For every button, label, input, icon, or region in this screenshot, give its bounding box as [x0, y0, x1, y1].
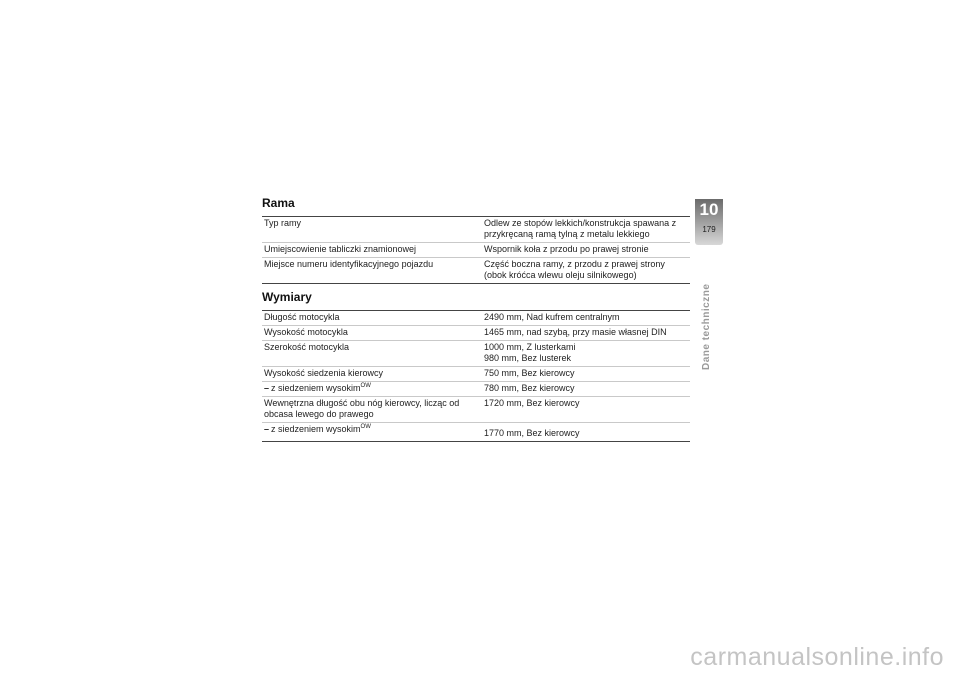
wymiary-table	[262, 310, 690, 442]
row-value-line: Odlew ze stopów lekkich/konstrukcja spawana z	[484, 218, 677, 228]
row-value-line: 1720 mm, Bez kierowcy	[484, 398, 580, 408]
row-label	[262, 326, 478, 341]
section-title-rama: Rama	[262, 196, 295, 210]
row-label: Miejsce numeru identyfikacyjnego pojazdu	[264, 259, 434, 269]
row-value	[478, 258, 690, 284]
table-row	[262, 217, 690, 243]
row-value-line: 750 mm, Bez kierowcy	[484, 368, 575, 378]
row-label-line: Wysokość motocykla	[264, 327, 348, 337]
table-row	[262, 341, 690, 367]
row-value	[478, 397, 690, 423]
table-row	[262, 367, 690, 382]
chapter-number: 10	[699, 200, 719, 219]
table-row	[262, 311, 690, 326]
table-row	[262, 397, 690, 423]
dash-marker: –	[264, 424, 270, 434]
row-value-line: 780 mm, Bez kierowcy	[484, 383, 575, 393]
row-value	[478, 217, 690, 243]
row-label: Typ ramy	[264, 218, 302, 228]
page-content	[262, 196, 690, 442]
row-label-line: Wysokość siedzenia kierowcy	[264, 368, 383, 378]
row-label	[262, 397, 478, 423]
table-row	[262, 382, 690, 397]
row-value	[478, 423, 690, 442]
row-label	[262, 367, 478, 382]
table-row	[262, 243, 690, 258]
table-row	[262, 423, 690, 442]
row-value-line: 2490 mm, Nad kufrem centralnym	[484, 312, 620, 322]
page-number: 179	[702, 225, 716, 234]
row-value-line: przykręcaną ramą tylną z metalu lekkiego	[484, 229, 650, 239]
row-value	[478, 341, 690, 367]
chapter-title: Dane techniczne	[701, 283, 712, 370]
watermark: carmanualsonline.info	[690, 643, 944, 671]
row-value	[478, 311, 690, 326]
table-row	[262, 326, 690, 341]
row-label: Umiejscowienie tabliczki znamionowej	[264, 244, 417, 254]
row-label-line: Szerokość motocykla	[264, 342, 350, 352]
row-value-line: 1000 mm, Z lusterkami	[484, 342, 576, 352]
row-value-line: 1465 mm, nad szybą, przy masie własnej DIN	[484, 327, 667, 337]
row-label-line: z siedzeniem wysokim	[271, 383, 361, 393]
option-marker: OW	[360, 383, 371, 389]
row-value-line: (obok króćca wlewu oleju silnikowego)	[484, 270, 637, 280]
row-label	[262, 382, 478, 397]
row-label-line: obcasa lewego do prawego	[264, 409, 374, 419]
row-label-line: Długość motocykla	[264, 312, 340, 322]
dash-marker: –	[264, 383, 270, 393]
row-value	[478, 326, 690, 341]
row-value-line: 980 mm, Bez lusterek	[484, 353, 572, 363]
table-row	[262, 258, 690, 284]
row-label-line: Wewnętrzna długość obu nóg kierowcy, licząc od	[264, 398, 460, 408]
row-label-line: z siedzeniem wysokim	[271, 424, 361, 434]
row-value	[478, 367, 690, 382]
row-label	[262, 423, 478, 442]
row-value-line: Część boczna ramy, z przodu z prawej strony	[484, 259, 665, 269]
row-value-line: Wspornik koła z przodu po prawej stronie	[484, 244, 649, 254]
option-marker: OW	[360, 424, 371, 430]
section-title-wymiary: Wymiary	[262, 290, 312, 304]
chapter-tab	[695, 199, 723, 245]
rama-table	[262, 216, 690, 284]
row-label	[262, 311, 478, 326]
row-value	[478, 382, 690, 397]
row-label	[262, 341, 478, 367]
row-value	[478, 243, 690, 258]
row-value-line: 1770 mm, Bez kierowcy	[484, 428, 580, 438]
